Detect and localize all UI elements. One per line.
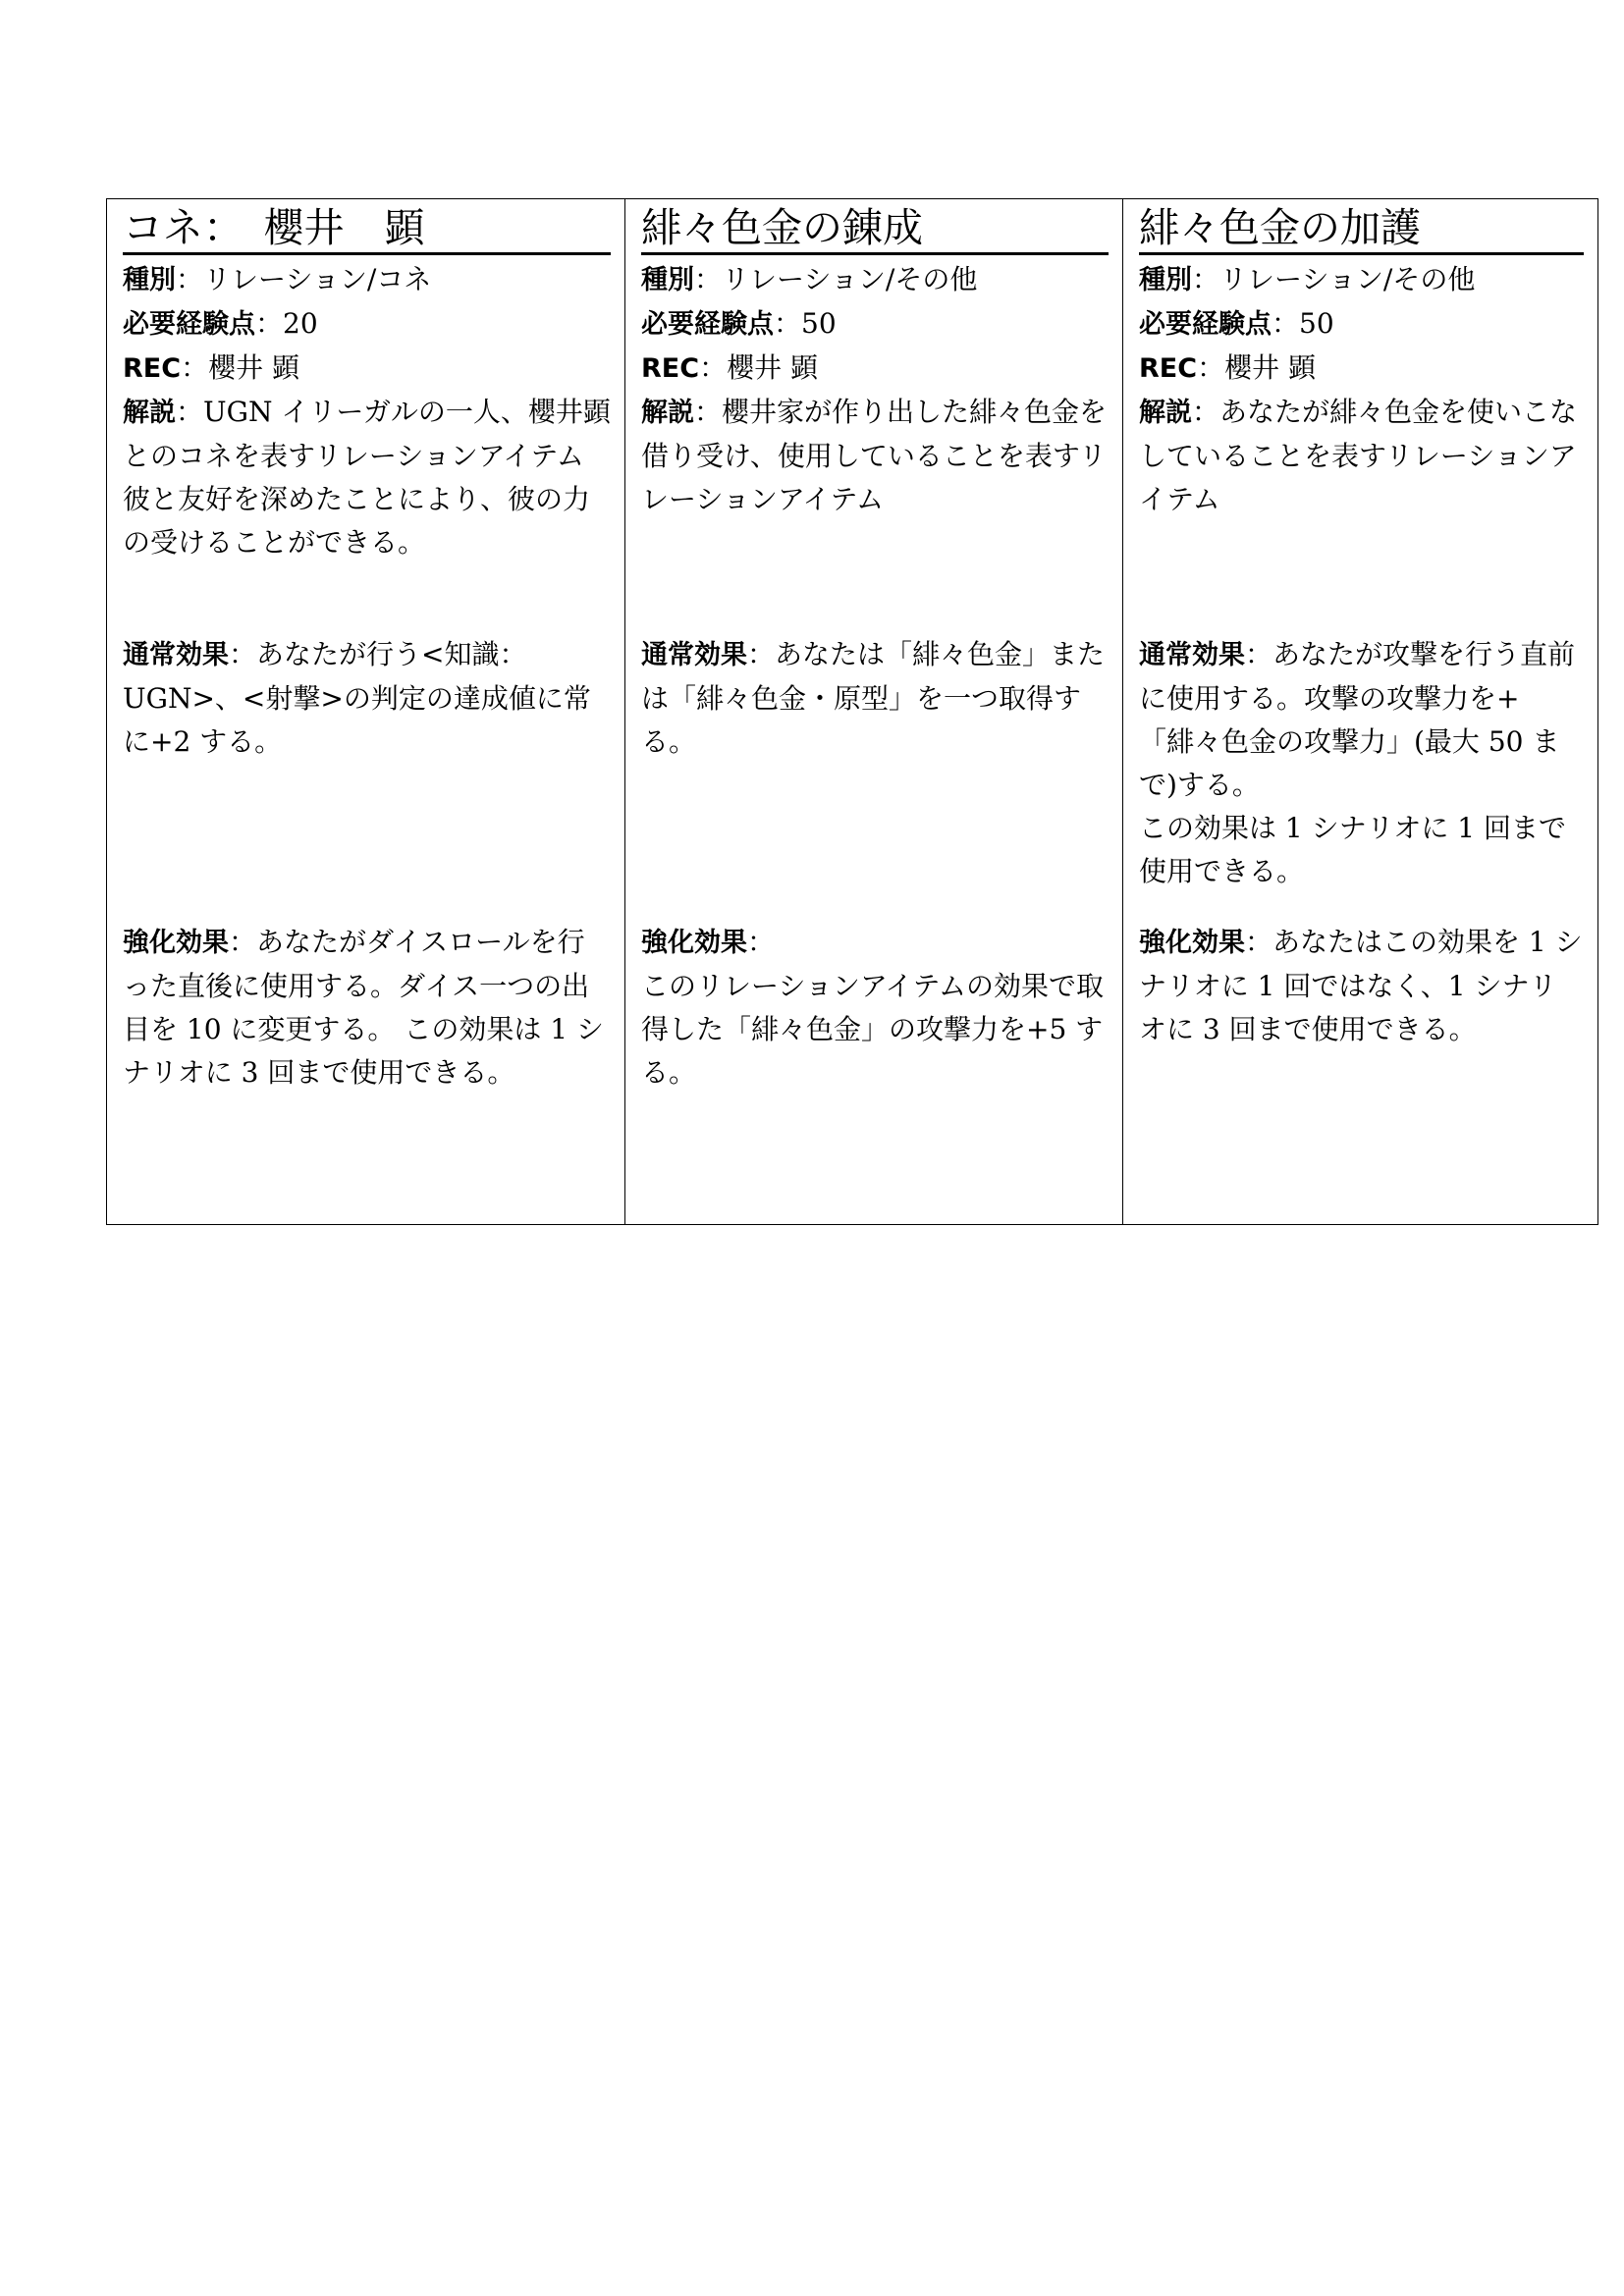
item-card xyxy=(123,199,611,1224)
rec-row: REC：櫻井 顕 xyxy=(123,351,299,384)
card-cell xyxy=(107,199,625,1225)
card-title: 緋々色金の錬成 xyxy=(641,203,1109,255)
desc-extra: 彼と友好を深めたことにより、彼の力の受けることができる。 xyxy=(123,483,591,559)
enhanced-effect: 強化効果： このリレーションアイテムの効果で取得した「緋々色金」の攻撃力を+5 する。 xyxy=(641,926,1104,1089)
normal-effect: 通常効果：あなたは「緋々色金」または「緋々色金・原型」を一つ取得する。 xyxy=(641,638,1106,758)
card-title: 緋々色金の加護 xyxy=(1139,203,1584,255)
enhanced-effect-text: あなたがダイスロールを行った直後に使用する。ダイス一つの出目を 10 に変更する。 この効果は 1 シナリオに 3 回まで使用できる。 xyxy=(123,926,604,1089)
normal-effect-text: あなたが攻撃を行う直前に使用する。攻撃の攻撃力を+「緋々色金の攻撃力」(最大 50 まで)する。 xyxy=(1139,638,1576,801)
exp-label: 必要経験点 xyxy=(641,309,774,340)
desc-label: 解説 xyxy=(1139,398,1192,428)
item-card xyxy=(641,199,1109,1224)
kind-label: 種別 xyxy=(641,265,694,295)
desc-value: 櫻井家が作り出した緋々色金を借り受け、使用していることを表すリレーションアイテム xyxy=(641,396,1108,515)
exp-value: 50 xyxy=(1299,307,1334,340)
desc-row: 解説：UGN イリーガルの一人、櫻井顕とのコネを表すリレーションアイテム xyxy=(123,396,611,472)
normal-effect-extra: この効果は 1 シナリオに 1 回まで使用できる。 xyxy=(1139,812,1566,887)
exp-row: 必要経験点：50 xyxy=(1139,307,1334,340)
enhanced-effect-text: あなたはこの効果を 1 シナリオに 1 回ではなく、1 シナリオに 3 回まで使用できる。 xyxy=(1139,926,1583,1045)
card-cell xyxy=(625,199,1123,1225)
normal-effect-label: 通常効果 xyxy=(1139,640,1245,670)
kind-row: 種別：リレーション/コネ xyxy=(123,263,432,295)
enhanced-effect: 強化効果：あなたはこの効果を 1 シナリオに 1 回ではなく、1 シナリオに 3 回まで使用できる。 xyxy=(1139,926,1583,1045)
kind-row: 種別：リレーション/その他 xyxy=(1139,263,1476,295)
kind-value: リレーション/コネ xyxy=(203,263,432,295)
enhanced-effect-label: 強化効果 xyxy=(123,928,229,958)
card-meta xyxy=(123,258,611,564)
card-cell xyxy=(1123,199,1598,1225)
exp-label: 必要経験点 xyxy=(1139,309,1272,340)
enhanced-effect-label: 強化効果 xyxy=(1139,928,1245,958)
kind-row: 種別：リレーション/その他 xyxy=(641,263,978,295)
kind-label: 種別 xyxy=(123,265,176,295)
normal-effect: 通常効果：あなたが攻撃を行う直前に使用する。攻撃の攻撃力を+「緋々色金の攻撃力」(最大 50 まで)する。 この効果は 1 シナリオに 1 回まで使用できる。 xyxy=(1139,638,1576,887)
enhanced-effect: 強化効果：あなたがダイスロールを行った直後に使用する。ダイス一つの出目を 10 に変更する。 この効果は 1 シナリオに 3 回まで使用できる。 xyxy=(123,926,604,1089)
kind-value: リレーション/その他 xyxy=(1219,263,1476,295)
card-title: コネ： 櫻井 顕 xyxy=(123,203,611,255)
kind-value: リレーション/その他 xyxy=(722,263,978,295)
card-meta xyxy=(641,258,1109,521)
normal-effect-text: あなたは「緋々色金」または「緋々色金・原型」を一つ取得する。 xyxy=(641,638,1106,758)
exp-row: 必要経験点：50 xyxy=(641,307,837,340)
exp-value: 50 xyxy=(801,307,837,340)
rec-label: REC xyxy=(1139,353,1198,384)
desc-label: 解説 xyxy=(641,398,694,428)
desc-value: あなたが緋々色金を使いこなしていることを表すリレーションアイテム xyxy=(1139,396,1578,515)
rec-row: REC：櫻井 顕 xyxy=(641,351,818,384)
rec-label: REC xyxy=(641,353,700,384)
rec-value: 櫻井 顕 xyxy=(208,351,299,384)
normal-effect-label: 通常効果 xyxy=(641,640,747,670)
kind-label: 種別 xyxy=(1139,265,1192,295)
desc-value: UGN イリーガルの一人、櫻井顕とのコネを表すリレーションアイテム xyxy=(123,396,611,472)
normal-effect-text: あなたが行う<知識：UGN>、<射撃>の判定の達成値に常に+2 する。 xyxy=(123,638,591,758)
normal-effect-label: 通常効果 xyxy=(123,640,229,670)
item-card xyxy=(1139,199,1584,1224)
exp-row: 必要経験点：20 xyxy=(123,307,318,340)
item-card-table xyxy=(106,198,1598,1225)
exp-value: 20 xyxy=(283,307,318,340)
rec-label: REC xyxy=(123,353,182,384)
enhanced-effect-label: 強化効果 xyxy=(641,928,747,958)
desc-row: 解説：櫻井家が作り出した緋々色金を借り受け、使用していることを表すリレーションアイテム xyxy=(641,396,1108,515)
rec-row: REC：櫻井 顕 xyxy=(1139,351,1316,384)
card-meta xyxy=(1139,258,1584,521)
normal-effect: 通常効果：あなたが行う<知識：UGN>、<射撃>の判定の達成値に常に+2 する。 xyxy=(123,638,591,758)
desc-row: 解説：あなたが緋々色金を使いこなしていることを表すリレーションアイテム xyxy=(1139,396,1578,515)
exp-label: 必要経験点 xyxy=(123,309,255,340)
rec-value: 櫻井 顕 xyxy=(727,351,818,384)
rec-value: 櫻井 顕 xyxy=(1224,351,1316,384)
enhanced-effect-text: このリレーションアイテムの効果で取得した「緋々色金」の攻撃力を+5 する。 xyxy=(641,970,1104,1089)
desc-label: 解説 xyxy=(123,398,176,428)
